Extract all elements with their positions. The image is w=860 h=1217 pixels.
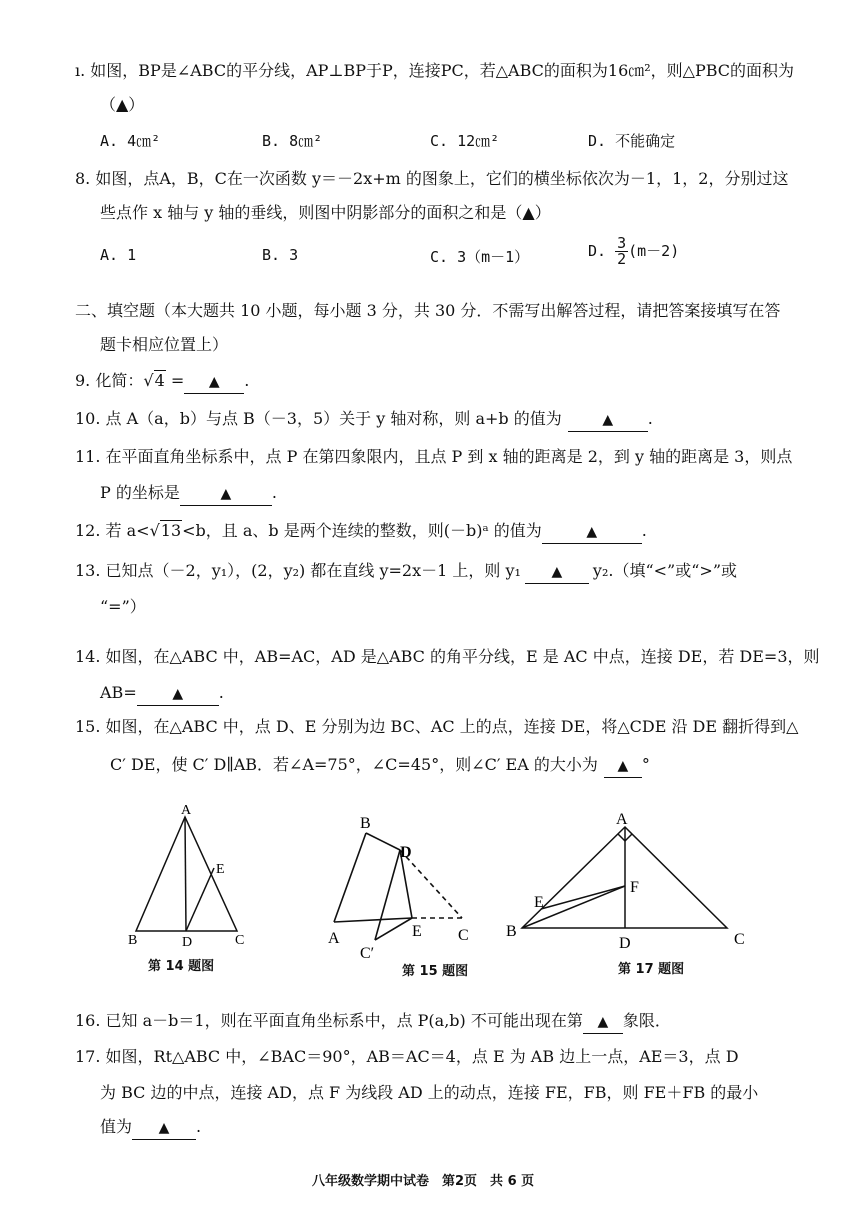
- fig15-segment-ae: [334, 918, 412, 922]
- q8-option-a: A. 1: [100, 246, 137, 264]
- q8-option-b: B. 3: [262, 246, 299, 264]
- figure-15-caption: 第 15 题图: [402, 964, 469, 979]
- q16-answer-blank[interactable]: [583, 1010, 623, 1034]
- answer-mark-triangle: ▲: [586, 524, 598, 540]
- q15-stem-line1: 15. 如图，在△ABC 中，点 D、E 分别为边 BC、AC 上的点，连接 DE，将△CDE 沿 DE 翻折得到△: [75, 717, 799, 736]
- q10-line: [75, 408, 653, 432]
- page-footer: 八年级数学期中试卷 第2页 共 6 页: [312, 1174, 535, 1189]
- q13-line2: “=”）: [100, 597, 146, 616]
- q10-end: .: [647, 409, 653, 428]
- fig14-segment-de: [186, 868, 214, 931]
- fig17-label-a: A: [616, 811, 628, 828]
- answer-mark-triangle: ▲: [172, 686, 184, 702]
- q17-prefix: 值为: [100, 1117, 133, 1136]
- q14-end: .: [218, 683, 224, 702]
- fig14-label-e: E: [216, 862, 225, 877]
- sqrt-symbol: √: [143, 371, 154, 390]
- q9-end: .: [244, 371, 250, 390]
- fig17-label-e: E: [534, 894, 544, 911]
- q8-stem-line1: 8. 如图，点A，B，C在一次函数 y＝－2x+m 的图象上，它们的横坐标依次为－1，1，2，分别过这: [75, 169, 789, 188]
- fig15-label-d: D: [400, 844, 412, 861]
- q8-stem-line2: 些点作 x 轴与 y 轴的垂线，则图中阴影部分的面积之和是（▲）: [100, 203, 551, 222]
- q7-option-c: C. 12㎝²: [430, 132, 500, 150]
- q12-middle: <b，且 a、b 是两个连续的整数，则(－b)ᵃ 的值为: [182, 521, 542, 540]
- fig15-segment-ba: [334, 833, 366, 922]
- q7-option-d: D. 不能确定: [588, 132, 676, 150]
- q16-text: 16. 已知 a－b＝1，则在平面直角坐标系中，点 P(a,b) 不可能出现在第: [75, 1011, 583, 1030]
- q7-option-b: B. 8㎝²: [262, 132, 323, 150]
- fig14-label-b: B: [128, 933, 138, 948]
- q14-line2: [100, 682, 224, 706]
- q12-answer-blank[interactable]: [542, 520, 642, 544]
- q16-line: [75, 1010, 671, 1034]
- fig14-label-c: C: [235, 933, 245, 948]
- section2-heading-line1: 二、填空题（本大题共 10 小题，每小题 3 分，共 30 分．不需写出解答过程，请把答案接填写在答: [75, 301, 781, 320]
- fig14-segment-ad: [185, 817, 186, 931]
- q17-line3: [100, 1116, 201, 1140]
- answer-mark-triangle: ▲: [597, 1014, 609, 1030]
- answer-mark-triangle: ▲: [551, 564, 563, 580]
- q17-answer-blank[interactable]: [132, 1116, 196, 1140]
- fig15-segment-bd: [366, 833, 400, 850]
- q8-option-c: C. 3（m－1）: [430, 248, 530, 266]
- q7-answer-bracket: （▲）: [100, 95, 145, 114]
- fig17-label-d: D: [619, 935, 631, 952]
- q13-middle: y₂.（填“<”或“>”或: [592, 561, 737, 580]
- q13-line1: [75, 560, 737, 584]
- q7-option-a: A. 4㎝²: [100, 132, 161, 150]
- q8-option-d-numerator: 3: [617, 234, 627, 252]
- q9-prefix: 9. 化简：: [75, 371, 144, 390]
- figure-14: [120, 800, 260, 950]
- q10-answer-blank[interactable]: [568, 408, 648, 432]
- q12-end: .: [641, 521, 647, 540]
- fig15-label-e: E: [412, 923, 422, 940]
- q17-stem-line1: 17. 如图，Rt△ABC 中，∠BAC＝90°，AB＝AC＝4，点 E 为 AB 边上一点，AE＝3，点 D: [75, 1047, 739, 1066]
- q15-prefix: C′ DE，使 C′ D∥AB．若∠A=75°，∠C=45°，则∠C′ EA 的大小为: [110, 755, 598, 774]
- q8-option-d: [588, 236, 679, 267]
- fig14-label-d: D: [182, 935, 193, 950]
- q15-line2: [110, 754, 650, 778]
- figure-14-caption: 第 14 题图: [148, 959, 215, 974]
- q7-stem-line1: ı. 如图，BP是∠ABC的平分线，AP⊥BP于P，连接PC，若△ABC的面积为16㎝²，则△PBC的面积为: [75, 61, 795, 80]
- q9-radicand: 4: [154, 371, 165, 390]
- answer-mark-triangle: ▲: [208, 374, 220, 390]
- q15-answer-blank[interactable]: [604, 754, 642, 778]
- q12-prefix: 12. 若 a<: [75, 521, 150, 540]
- figure-17: [500, 810, 760, 960]
- q13-prefix: 13. 已知点（－2，y₁），(2，y₂) 都在直线 y=2x－1 上，则 y₁: [75, 561, 521, 580]
- q12-radicand: 13: [160, 521, 182, 540]
- q8-option-d-factor: (m－2): [628, 242, 680, 260]
- figure-17-caption: 第 17 题图: [618, 962, 685, 977]
- fig15-label-b: B: [360, 815, 371, 832]
- q8-option-d-label: D.: [588, 242, 607, 260]
- q8-option-d-fraction: [615, 236, 628, 267]
- q15-degree: °: [641, 755, 650, 774]
- q10-text: 10. 点 A（a，b）与点 B（－3，5）关于 y 轴对称，则 a+b 的值为: [75, 409, 562, 428]
- q14-answer-blank[interactable]: [137, 682, 219, 706]
- q8-option-d-denominator: 2: [617, 250, 627, 268]
- q11-answer-blank[interactable]: [180, 482, 272, 506]
- fig17-label-b: B: [506, 923, 517, 940]
- fig15-label-a: A: [328, 930, 340, 947]
- q14-prefix: AB=: [100, 683, 137, 702]
- answer-mark-triangle: ▲: [602, 412, 614, 428]
- answer-mark-triangle: ▲: [158, 1120, 170, 1136]
- answer-mark-triangle: ▲: [220, 486, 232, 502]
- fig15-label-c-prime: C′: [360, 945, 375, 960]
- fig17-label-f: F: [630, 879, 639, 896]
- q16-end: 象限．: [622, 1011, 671, 1030]
- q9-answer-blank[interactable]: [184, 370, 244, 394]
- fig14-label-a: A: [181, 803, 192, 818]
- q11-prefix: P 的坐标是: [100, 483, 180, 502]
- q11-line2: [100, 482, 277, 506]
- figure-15: [320, 810, 490, 960]
- q17-end: .: [196, 1117, 202, 1136]
- q11-stem-line1: 11. 在平面直角坐标系中，点 P 在第四象限内，且点 P 到 x 轴的距离是 2，到 y 轴的距离是 3，则点: [75, 447, 793, 466]
- q11-end: .: [271, 483, 277, 502]
- sqrt-symbol: √: [149, 521, 160, 540]
- q12-line: [75, 520, 647, 544]
- q9-line: [75, 370, 249, 394]
- q13-answer-blank[interactable]: [525, 560, 589, 584]
- answer-mark-triangle: ▲: [617, 758, 629, 774]
- q17-stem-line2: 为 BC 边的中点，连接 AD，点 F 为线段 AD 上的动点，连接 FE，FB，则 FE＋FB 的最小: [100, 1083, 759, 1102]
- q9-equals: =: [165, 371, 185, 390]
- q14-stem-line1: 14. 如图，在△ABC 中，AB=AC，AD 是△ABC 的角平分线，E 是 AC 中点，连接 DE，若 DE=3，则: [75, 647, 820, 666]
- fig15-label-c: C: [458, 927, 469, 944]
- section2-heading-line2: 题卡相应位置上）: [100, 335, 229, 354]
- fig17-label-c: C: [734, 931, 745, 948]
